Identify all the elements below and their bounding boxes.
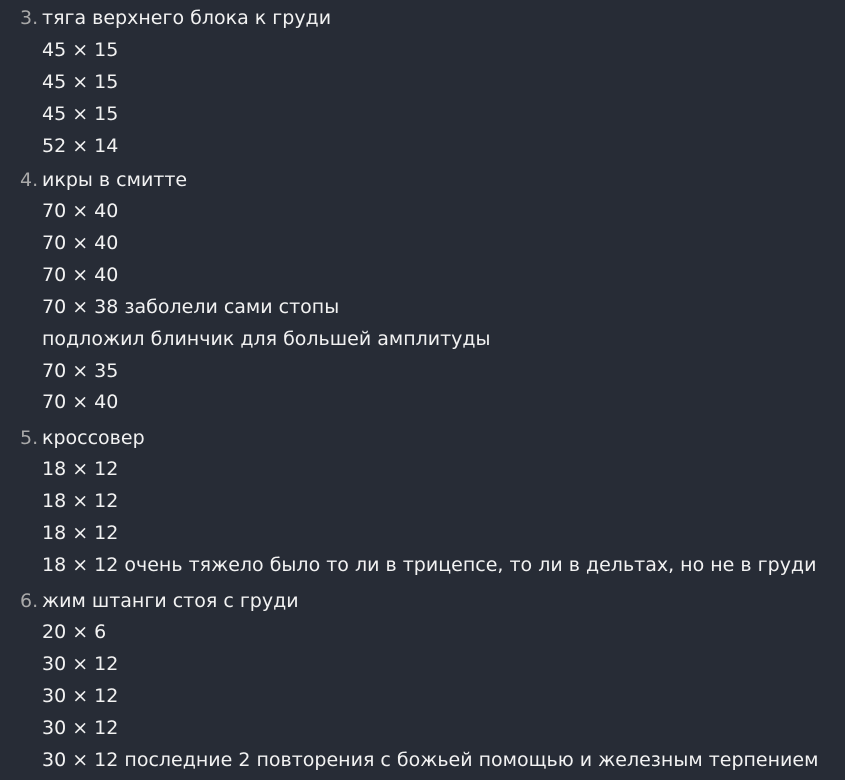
set-line: 45 × 15 xyxy=(42,71,119,93)
set-line: 70 × 40 xyxy=(42,391,119,413)
exercise-number: 5. xyxy=(20,427,39,449)
set-line: 18 × 12 xyxy=(42,458,119,480)
set-line: 70 × 40 xyxy=(42,264,119,286)
set-line: 30 × 12 xyxy=(42,653,119,675)
set-line: 70 × 38 заболели сами стопы xyxy=(42,296,340,318)
set-line: 18 × 12 очень тяжело было то ли в трицепсе, то ли в дельтах, но не в груди xyxy=(42,554,817,576)
exercise-number: 4. xyxy=(20,169,39,191)
set-line: 45 × 15 xyxy=(42,103,119,125)
set-line: 45 × 15 xyxy=(42,39,119,61)
set-line: 30 × 12 xyxy=(42,685,119,707)
note-line: подложил блинчик для большей амплитуды xyxy=(42,328,491,350)
set-line: 30 × 12 последние 2 повторения с божьей помощью и железным терпением xyxy=(42,749,819,771)
set-line: 52 × 14 xyxy=(42,135,119,157)
set-line: 70 × 35 xyxy=(42,360,119,382)
exercise-name: икры в смитте xyxy=(42,169,188,191)
set-line: 18 × 12 xyxy=(42,490,119,512)
set-line: 20 × 6 xyxy=(42,621,107,643)
set-line: 30 × 12 xyxy=(42,717,119,739)
set-line: 70 × 40 xyxy=(42,200,119,222)
exercise-number: 3. xyxy=(20,7,39,29)
set-line: 70 × 40 xyxy=(42,232,119,254)
exercise-name: жим штанги стоя с груди xyxy=(42,590,299,612)
exercise-number: 6. xyxy=(20,590,39,612)
exercise-name: тяга верхнего блока к груди xyxy=(42,7,332,29)
set-line: 18 × 12 xyxy=(42,522,119,544)
exercise-name: кроссовер xyxy=(42,427,145,449)
